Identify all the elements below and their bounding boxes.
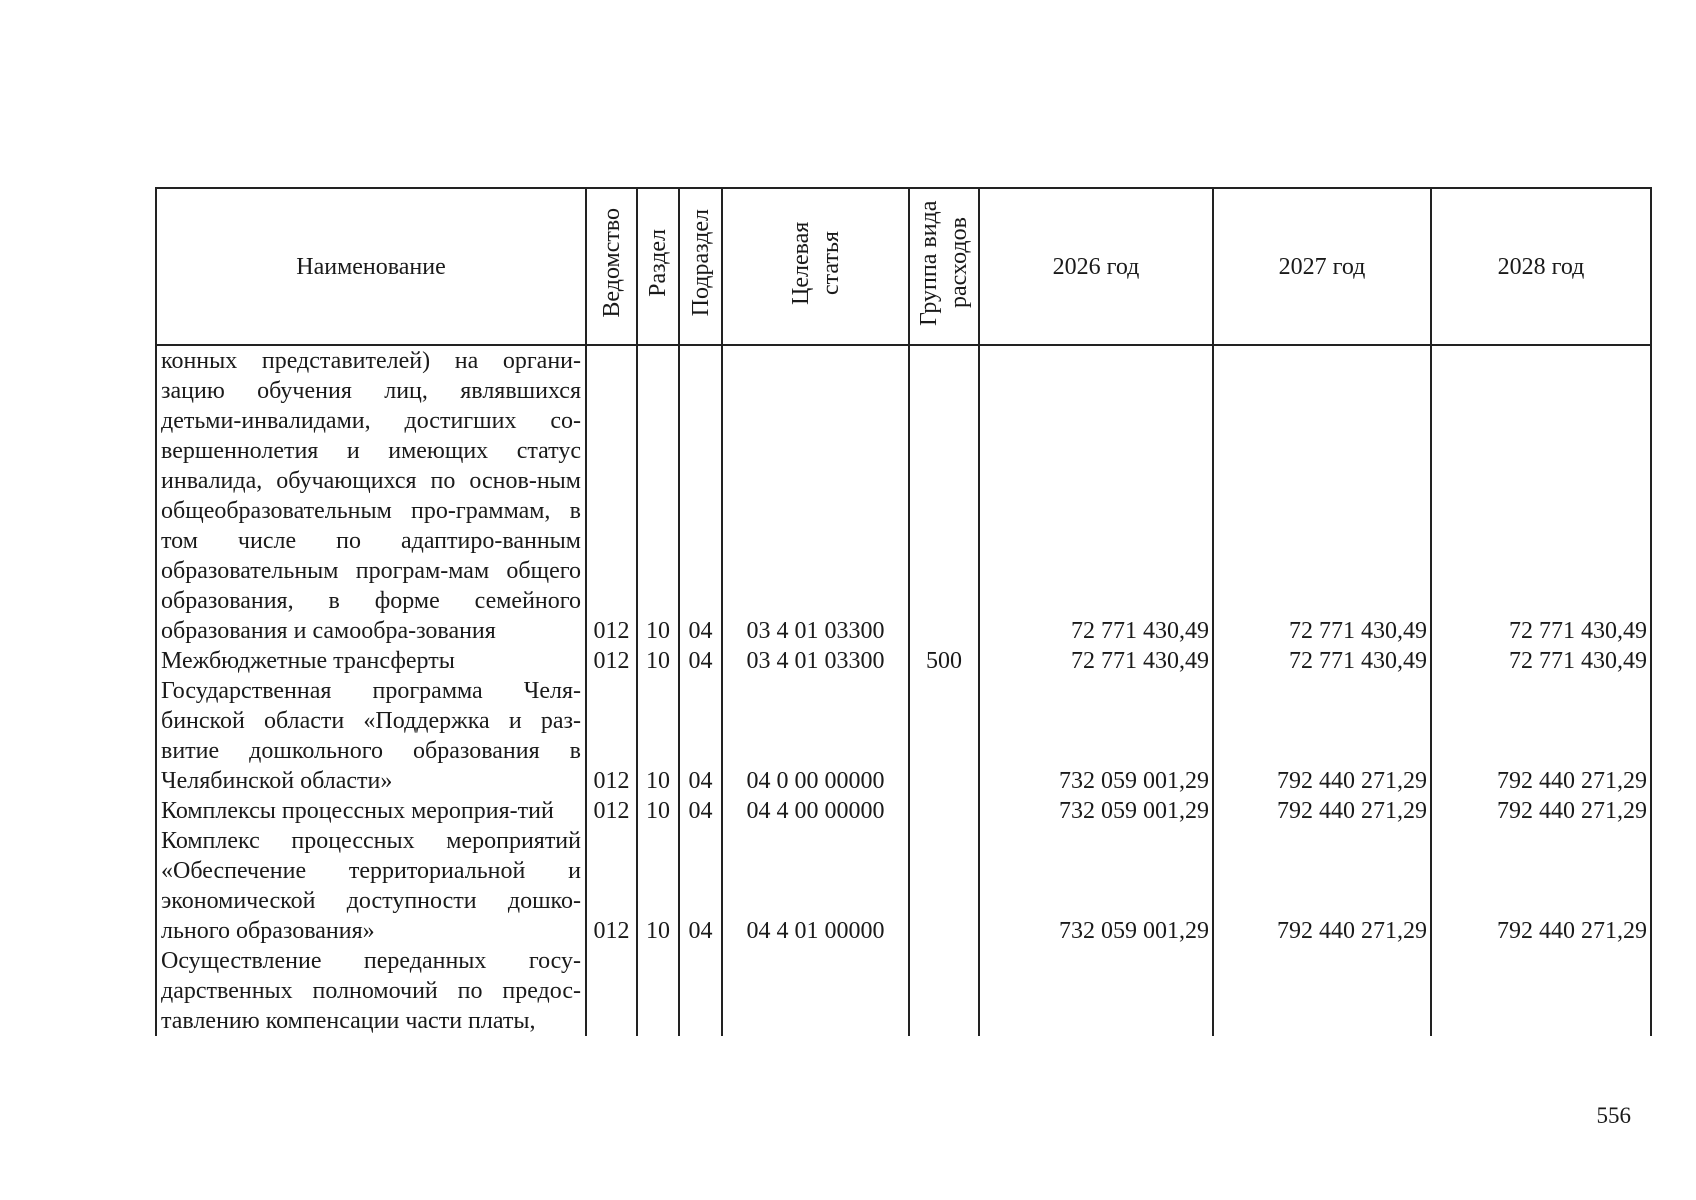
header-target-article	[722, 188, 909, 345]
header-year-2027: 2027 год	[1213, 188, 1431, 345]
row-department: 012	[586, 826, 637, 946]
row-subsection: 04	[679, 345, 722, 646]
row-name: Межбюджетные трансферты	[156, 646, 586, 676]
row-amount-2028: 72 771 430,49	[1431, 646, 1651, 676]
table-row	[156, 646, 1651, 676]
header-year-2026: 2026 год	[979, 188, 1213, 345]
table-row	[156, 946, 1651, 1036]
header-expense-group-label: Группа вида расходов	[916, 199, 972, 326]
row-target-article: 04 4 00 00000	[722, 796, 909, 826]
row-expense-group	[909, 345, 979, 646]
budget-table	[155, 187, 1652, 1036]
table-row	[156, 826, 1651, 946]
row-name: Осуществление переданных госу-дарственных полномочий по предос-тавлению компенсации части платы,	[156, 946, 586, 1036]
row-subsection: 04	[679, 826, 722, 946]
row-amount-2028: 792 440 271,29	[1431, 796, 1651, 826]
row-amount-2028: 792 440 271,29	[1431, 826, 1651, 946]
header-expense-group	[909, 188, 979, 345]
header-subsection-label: Подраздел	[687, 208, 714, 317]
row-subsection: 04	[679, 796, 722, 826]
row-amount-2027: 792 440 271,29	[1213, 796, 1431, 826]
row-amount-2028: 72 771 430,49	[1431, 345, 1651, 646]
row-department: 012	[586, 676, 637, 796]
row-amount-2026: 72 771 430,49	[979, 646, 1213, 676]
row-target-article: 03 4 01 03300	[722, 646, 909, 676]
header-section	[637, 188, 679, 345]
row-subsection: 04	[679, 646, 722, 676]
row-target-article: 04 0 00 00000	[722, 676, 909, 796]
row-target-article	[722, 946, 909, 1036]
row-name: Комплексы процессных мероприя-тий	[156, 796, 586, 826]
row-name: конных представителей) на органи-зацию обучения лиц, являвшихся детьми-инвалидами, достигших со-вершеннолетия и имеющих статус инвалида, обучающихся по основ-ным общеобразовательным про-граммам, в том числе по адаптиро-ванным образовательным програм-мам общего образования, в форме семейного образования и самообра-зования	[156, 345, 586, 646]
row-expense-group: 500	[909, 646, 979, 676]
row-amount-2026: 732 059 001,29	[979, 796, 1213, 826]
row-name: Государственная программа Челя-бинской области «Поддержка и раз-витие дошкольного образования в Челябинской области»	[156, 676, 586, 796]
row-section: 10	[637, 345, 679, 646]
row-expense-group	[909, 796, 979, 826]
row-section: 10	[637, 796, 679, 826]
row-department	[586, 946, 637, 1036]
row-amount-2027: 792 440 271,29	[1213, 676, 1431, 796]
row-amount-2026: 732 059 001,29	[979, 676, 1213, 796]
row-expense-group	[909, 946, 979, 1036]
row-section	[637, 946, 679, 1036]
row-amount-2028	[1431, 946, 1651, 1036]
row-department: 012	[586, 796, 637, 826]
row-amount-2027: 72 771 430,49	[1213, 345, 1431, 646]
row-amount-2028: 792 440 271,29	[1431, 676, 1651, 796]
row-section: 10	[637, 676, 679, 796]
row-amount-2027: 792 440 271,29	[1213, 826, 1431, 946]
header-department-label: Ведомство	[598, 207, 625, 318]
row-department: 012	[586, 345, 637, 646]
row-amount-2026	[979, 946, 1213, 1036]
row-subsection	[679, 946, 722, 1036]
page-number: 556	[1596, 1103, 1631, 1128]
header-target-article-label: Целевая статья	[787, 220, 844, 305]
row-department: 012	[586, 646, 637, 676]
table-row	[156, 676, 1651, 796]
row-target-article: 03 4 01 03300	[722, 345, 909, 646]
table-row	[156, 345, 1651, 646]
table-header-row	[156, 188, 1651, 345]
row-subsection: 04	[679, 676, 722, 796]
table-row	[156, 796, 1651, 826]
header-section-label: Раздел	[645, 228, 671, 297]
row-name: Комплекс процессных мероприятий «Обеспечение территориальной и экономической доступности дошко-льного образования»	[156, 826, 586, 946]
row-amount-2027: 72 771 430,49	[1213, 646, 1431, 676]
row-section: 10	[637, 646, 679, 676]
row-expense-group	[909, 676, 979, 796]
row-amount-2026: 732 059 001,29	[979, 826, 1213, 946]
header-subsection	[679, 188, 722, 345]
row-amount-2027	[1213, 946, 1431, 1036]
row-section: 10	[637, 826, 679, 946]
row-amount-2026: 72 771 430,49	[979, 345, 1213, 646]
header-department	[586, 188, 637, 345]
row-expense-group	[909, 826, 979, 946]
header-name: Наименование	[156, 188, 586, 345]
row-target-article: 04 4 01 00000	[722, 826, 909, 946]
header-year-2028: 2028 год	[1431, 188, 1651, 345]
